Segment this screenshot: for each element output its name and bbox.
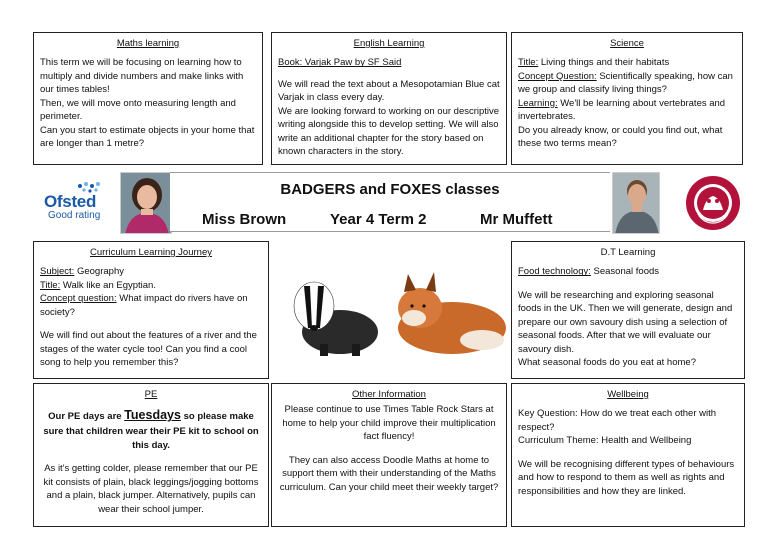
pe-days-suffix: so please make sure that children wear their PE kit to school on this day. [43, 411, 259, 451]
science-learning-label: Learning: [518, 97, 558, 109]
english-title: English Learning [353, 38, 425, 49]
curriculum-title-label: Title: [40, 279, 61, 291]
class-banner [170, 172, 610, 232]
dt-food-line [518, 265, 738, 278]
teacher-right-avatar-icon [613, 173, 660, 234]
dt-question: What seasonal foods do you eat at home? [518, 357, 696, 369]
english-line-2: We are looking forward to working on our descriptive writing alongside this to develop setting. We will also write an additional chapter for the story based on known characters in the story. [278, 105, 500, 158]
science-learning-line [518, 97, 736, 124]
ofsted-rating: Good rating [48, 210, 101, 221]
science-question: Do you already know, or could you find out, what these two terms mean? [518, 124, 723, 150]
other-info-panel [271, 383, 507, 527]
dt-panel [511, 241, 745, 379]
dt-body: We will be researching and exploring seasonal foods in the UK. Then we will generate, design and prepare our own savoury dish using a selection of seasonal foods. After that we will evaluate our savoury dish. [518, 289, 733, 355]
science-title-line [518, 56, 736, 69]
other-line-2: They can also access Doodle Maths at home to support them with their understanding of the Maths curriculum. Can your child meet their weekly target? [279, 454, 499, 493]
pe-days-prefix: Our PE days are [48, 411, 125, 423]
pe-panel [33, 383, 269, 527]
teacher-photo-left [120, 172, 172, 234]
wellbeing-theme: Curriculum Theme: Health and Wellbeing [518, 435, 692, 447]
teacher-left-name: Miss Brown [202, 211, 287, 228]
fox-icon [390, 262, 510, 362]
science-concept-label: Concept Question: [518, 70, 597, 82]
science-title-label: Title: [518, 57, 539, 69]
curriculum-subject-label: Subject: [40, 266, 75, 278]
science-concept-value: Scientifically speaking, how can we group and classify living things? [518, 70, 733, 96]
pe-kit: As it's getting colder, please remember that our PE kit consists of plain, black leggings/jogging bottoms and a plain, black jumper. Alternatively, pupils can wear their school jumper. [43, 463, 259, 515]
pe-title: PE [144, 389, 158, 400]
other-title: Other Information [352, 389, 426, 400]
pe-day: Tuesdays [124, 408, 181, 423]
english-line-1: We will read the text about a Mesopotamian Blue cat Varjak in class every day. [278, 78, 500, 104]
curriculum-title: Curriculum Learning Journey [90, 247, 212, 258]
maths-title: Maths learning [116, 38, 180, 49]
dt-food-label: Food technology: [518, 266, 591, 278]
wellbeing-key-question: Key Question: How do we treat each other with respect? [518, 408, 717, 433]
pe-days [40, 407, 262, 452]
maths-line-2: Then, we will move onto measuring length and perimeter. [40, 97, 236, 123]
curriculum-body: We will find out about the features of a river and the stages of the water cycle too! Can you find a cool song to help you remember this? [40, 330, 257, 369]
year-term: Year 4 Term 2 [330, 211, 427, 228]
science-title-value: Living things and their habitats [538, 57, 670, 69]
classes-heading: BADGERS and FOXES classes [280, 181, 500, 198]
heron-park-badge-icon [684, 174, 742, 232]
english-book: Book: Varjak Paw by SF Said [278, 57, 402, 69]
teacher-left-avatar-icon [121, 173, 172, 234]
science-title: Science [610, 38, 644, 49]
teacher-photo-right [612, 172, 660, 234]
english-panel [271, 32, 507, 165]
curriculum-panel [33, 241, 269, 379]
science-panel [511, 32, 743, 165]
ofsted-logo [40, 180, 110, 226]
dt-title: D.T Learning [600, 247, 656, 258]
maths-line-3: Can you start to estimate objects in your home that are longer than 1 metre? [40, 124, 255, 150]
wellbeing-title: Wellbeing [607, 389, 649, 400]
curriculum-subject-value: Geography [74, 266, 124, 278]
curriculum-concept-line [40, 292, 262, 319]
science-learning-value: We'll be learning about vertebrates and invertebrates. [518, 97, 726, 123]
science-concept-line [518, 70, 736, 97]
school-badge [684, 174, 742, 232]
teacher-right-name: Mr Muffett [480, 211, 553, 228]
badger-and-fox-illustration [272, 262, 508, 362]
curriculum-subject-line [40, 265, 262, 278]
curriculum-concept-value: What impact do rivers have on society? [40, 293, 248, 318]
other-line-1: Please continue to use Times Table Rock Stars at home to help your child improve their multiplication fact fluency! [282, 404, 496, 443]
dt-food-value: Seasonal foods [590, 266, 660, 278]
maths-line-1: This term we will be focusing on learning how to multiply and divide numbers and make links with our times tables! [40, 57, 244, 96]
maths-panel [33, 32, 263, 165]
wellbeing-panel [511, 383, 745, 527]
wellbeing-body: We will be recognising different types of behaviours and how to respond to them as well as rights and responsibilities and how they are linked. [518, 458, 735, 497]
curriculum-title-value: Walk like an Egyptian. [60, 279, 156, 291]
curriculum-title-line [40, 279, 262, 292]
ofsted-word: Ofsted [44, 192, 97, 211]
curriculum-concept-label: Concept question: [40, 293, 117, 305]
